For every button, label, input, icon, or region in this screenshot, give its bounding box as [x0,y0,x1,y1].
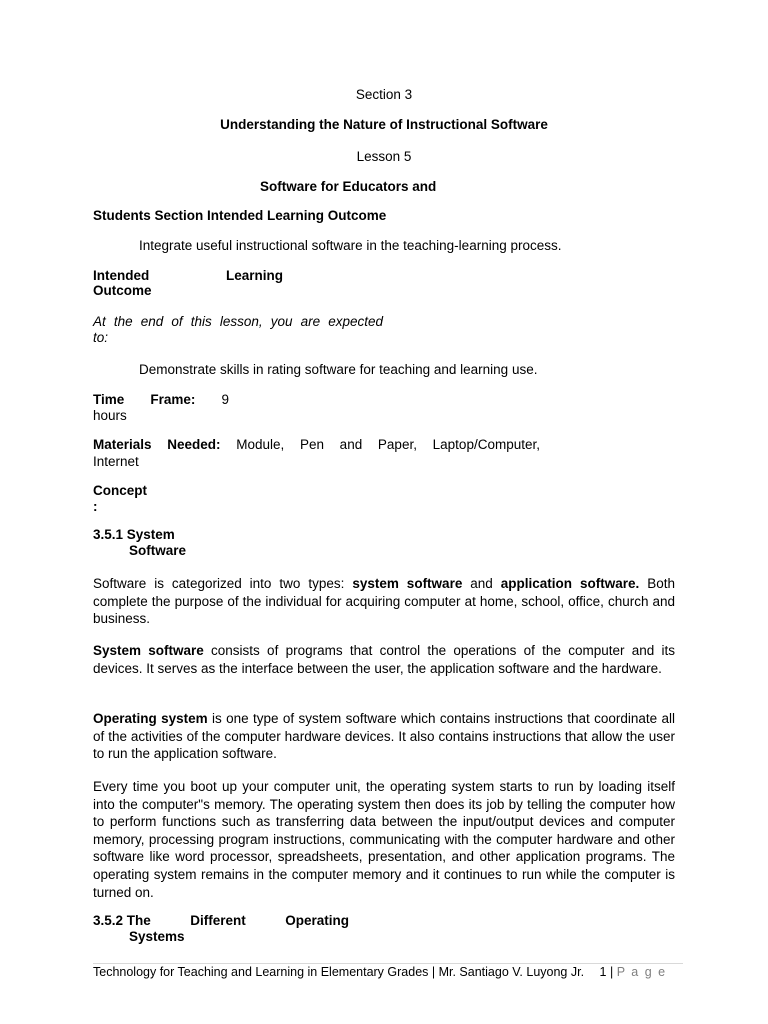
lesson-title: Software for Educators and [260,179,437,194]
footer-divider [93,963,683,964]
section-heading-word: 3.5.2 The [93,913,151,928]
concept-colon: : [93,498,98,514]
bullet-text: Integrate useful instructional software in the teaching-learning process. [139,238,562,253]
term-application-software: application software. [500,576,640,591]
term-system-software: System software [93,643,204,658]
paragraph-text: Software is categorized into two types: [93,576,353,591]
paragraph-boot-process: Every time you boot up your computer unit, the operating system starts to run by loading itself into the computer"s memory. The operating system then does its job by telling the computer how to perform functions such as transferring data between the input/output devices and computer memory, processing program instructions, communicating with the computer hardware and other software like word processor, spreadsheets, presentation, and other application programs. The operating system remains in the computer memory and it continues to run while the computer is turned on. [93,779,675,900]
ilo-heading [93,268,283,298]
section-label: Section 3 [355,87,413,102]
lesson-subtitle: Students Section Intended Learning Outcome [93,208,387,223]
materials-label: Materials Needed: [93,437,221,452]
bullet-text: Demonstrate skills in rating software for teaching and learning use. [139,362,538,377]
paragraph-text: Both complete the purpose of the individual for acquiring computer at home, school, office, church and business. [93,576,675,627]
paragraph-text: is one type of system software which contains instructions that coordinate all of the activities of the computer hardware devices. It also contains instructions that allow the user to run the application software. [93,711,675,762]
term-operating-system: Operating system [93,711,208,726]
intro-line: At the end of this lesson, you are expected [93,314,383,329]
paragraph-system-software [93,642,675,677]
time-frame-label: Time [93,392,125,407]
materials-value: Module, Pen and Paper, Laptop/Computer, [236,437,540,452]
concept-word: Concept [93,483,147,498]
document-title: Understanding the Nature of Instructional Software [220,117,548,132]
materials-value: Internet [93,453,139,469]
paragraph-text: consists of programs that control the operations of the computer and its devices. It serves as the interface between the user, the application software and the hardware. [93,643,675,676]
lesson-label: Lesson 5 [356,149,412,164]
paragraph-operating-system [93,710,675,763]
concept-label [93,483,147,514]
section-heading-line: 3.5.1 System [93,527,175,542]
time-frame [93,392,229,423]
section-351-heading [93,527,186,559]
ilo-word: Outcome [93,283,152,298]
intro-text [93,314,383,345]
materials-needed [93,437,540,470]
footer-text: Technology for Teaching and Learning in Elementary Grades | Mr. Santiago V. Luyong Jr. [93,965,585,979]
section-heading-word: Different [190,913,246,928]
intro-line: to: [93,329,109,345]
section-heading-line: Software [129,543,187,558]
paragraph-software-types [93,575,675,628]
time-frame-unit: hours [93,407,127,423]
page-footer [93,965,667,979]
section-352-heading [93,913,349,945]
time-frame-label: Frame: [150,392,196,407]
term-system-software: system software [352,576,463,591]
page-word: P a g e [616,965,667,979]
section-heading-word: Systems [129,929,185,944]
section-heading-word: Operating [285,913,349,928]
ilo-word: Learning [225,268,283,283]
time-frame-value: 9 [221,392,229,407]
paragraph-text: and [462,576,501,591]
page-separator: | [609,965,614,979]
page-number: 1 [599,965,607,979]
ilo-word: Intended [93,268,150,283]
